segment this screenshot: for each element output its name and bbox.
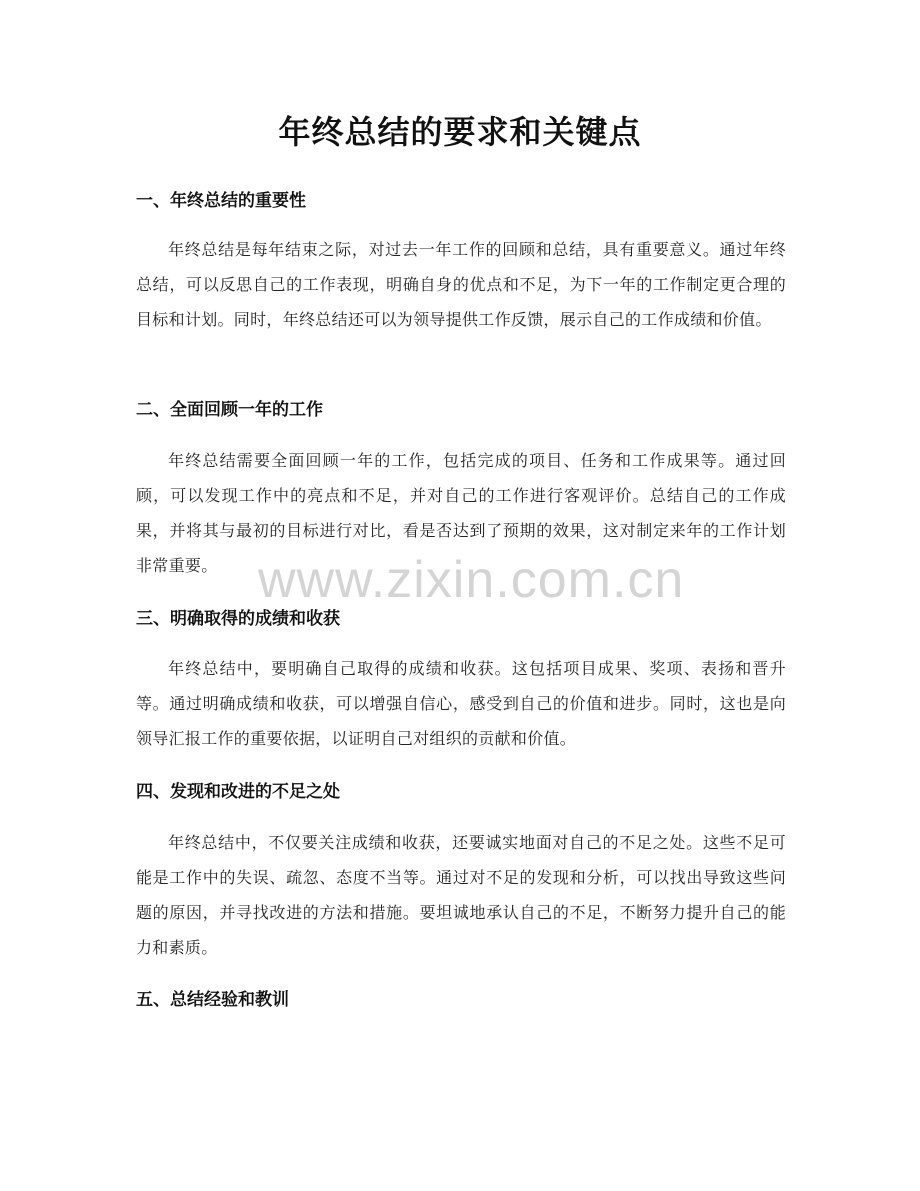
section-heading-1: 一、年终总结的重要性	[136, 191, 306, 211]
section-heading-5: 五、总结经验和教训	[136, 990, 289, 1010]
section-body-3: 年终总结中，要明确自己取得的成绩和收获。这包括项目成果、奖项、表扬和晋升等。通过明确成绩和收获，可以增强自信心，感受到自己的价值和进步。同时，这也是向领导汇报工作的重要依据，以证明自己对组织的贡献和价值。	[136, 659, 786, 748]
watermark: www.zixin.com.cn	[258, 551, 685, 609]
section-heading-3: 三、明确取得的成绩和收获	[136, 609, 340, 629]
section-body-1: 年终总结是每年结束之际，对过去一年工作的回顾和总结，具有重要意义。通过年终总结，可以反思自己的工作表现，明确自身的优点和不足，为下一年的工作制定更合理的目标和计划。同时，年终总结还可以为领导提供工作反馈，展示自己的工作成绩和价值。	[136, 240, 786, 329]
section-body-4: 年终总结中，不仅要关注成绩和收获，还要诚实地面对自己的不足之处。这些不足可能是工作中的失误、疏忽、态度不当等。通过对不足的发现和分析，可以找出导致这些问题的原因，并寻找改进的方法和措施。要坦诚地承认自己的不足，不断努力提升自己的能力和素质。	[136, 833, 786, 957]
section-heading-4: 四、发现和改进的不足之处	[136, 782, 340, 802]
section-body-2: 年终总结需要全面回顾一年的工作，包括完成的项目、任务和工作成果等。通过回顾，可以发现工作中的亮点和不足，并对自己的工作进行客观评价。总结自己的工作成果，并将其与最初的目标进行对比，看是否达到了预期的效果，这对制定来年的工作计划非常重要。	[136, 451, 786, 575]
document-title: 年终总结的要求和关键点	[278, 113, 642, 151]
section-heading-2: 二、全面回顾一年的工作	[136, 400, 323, 420]
